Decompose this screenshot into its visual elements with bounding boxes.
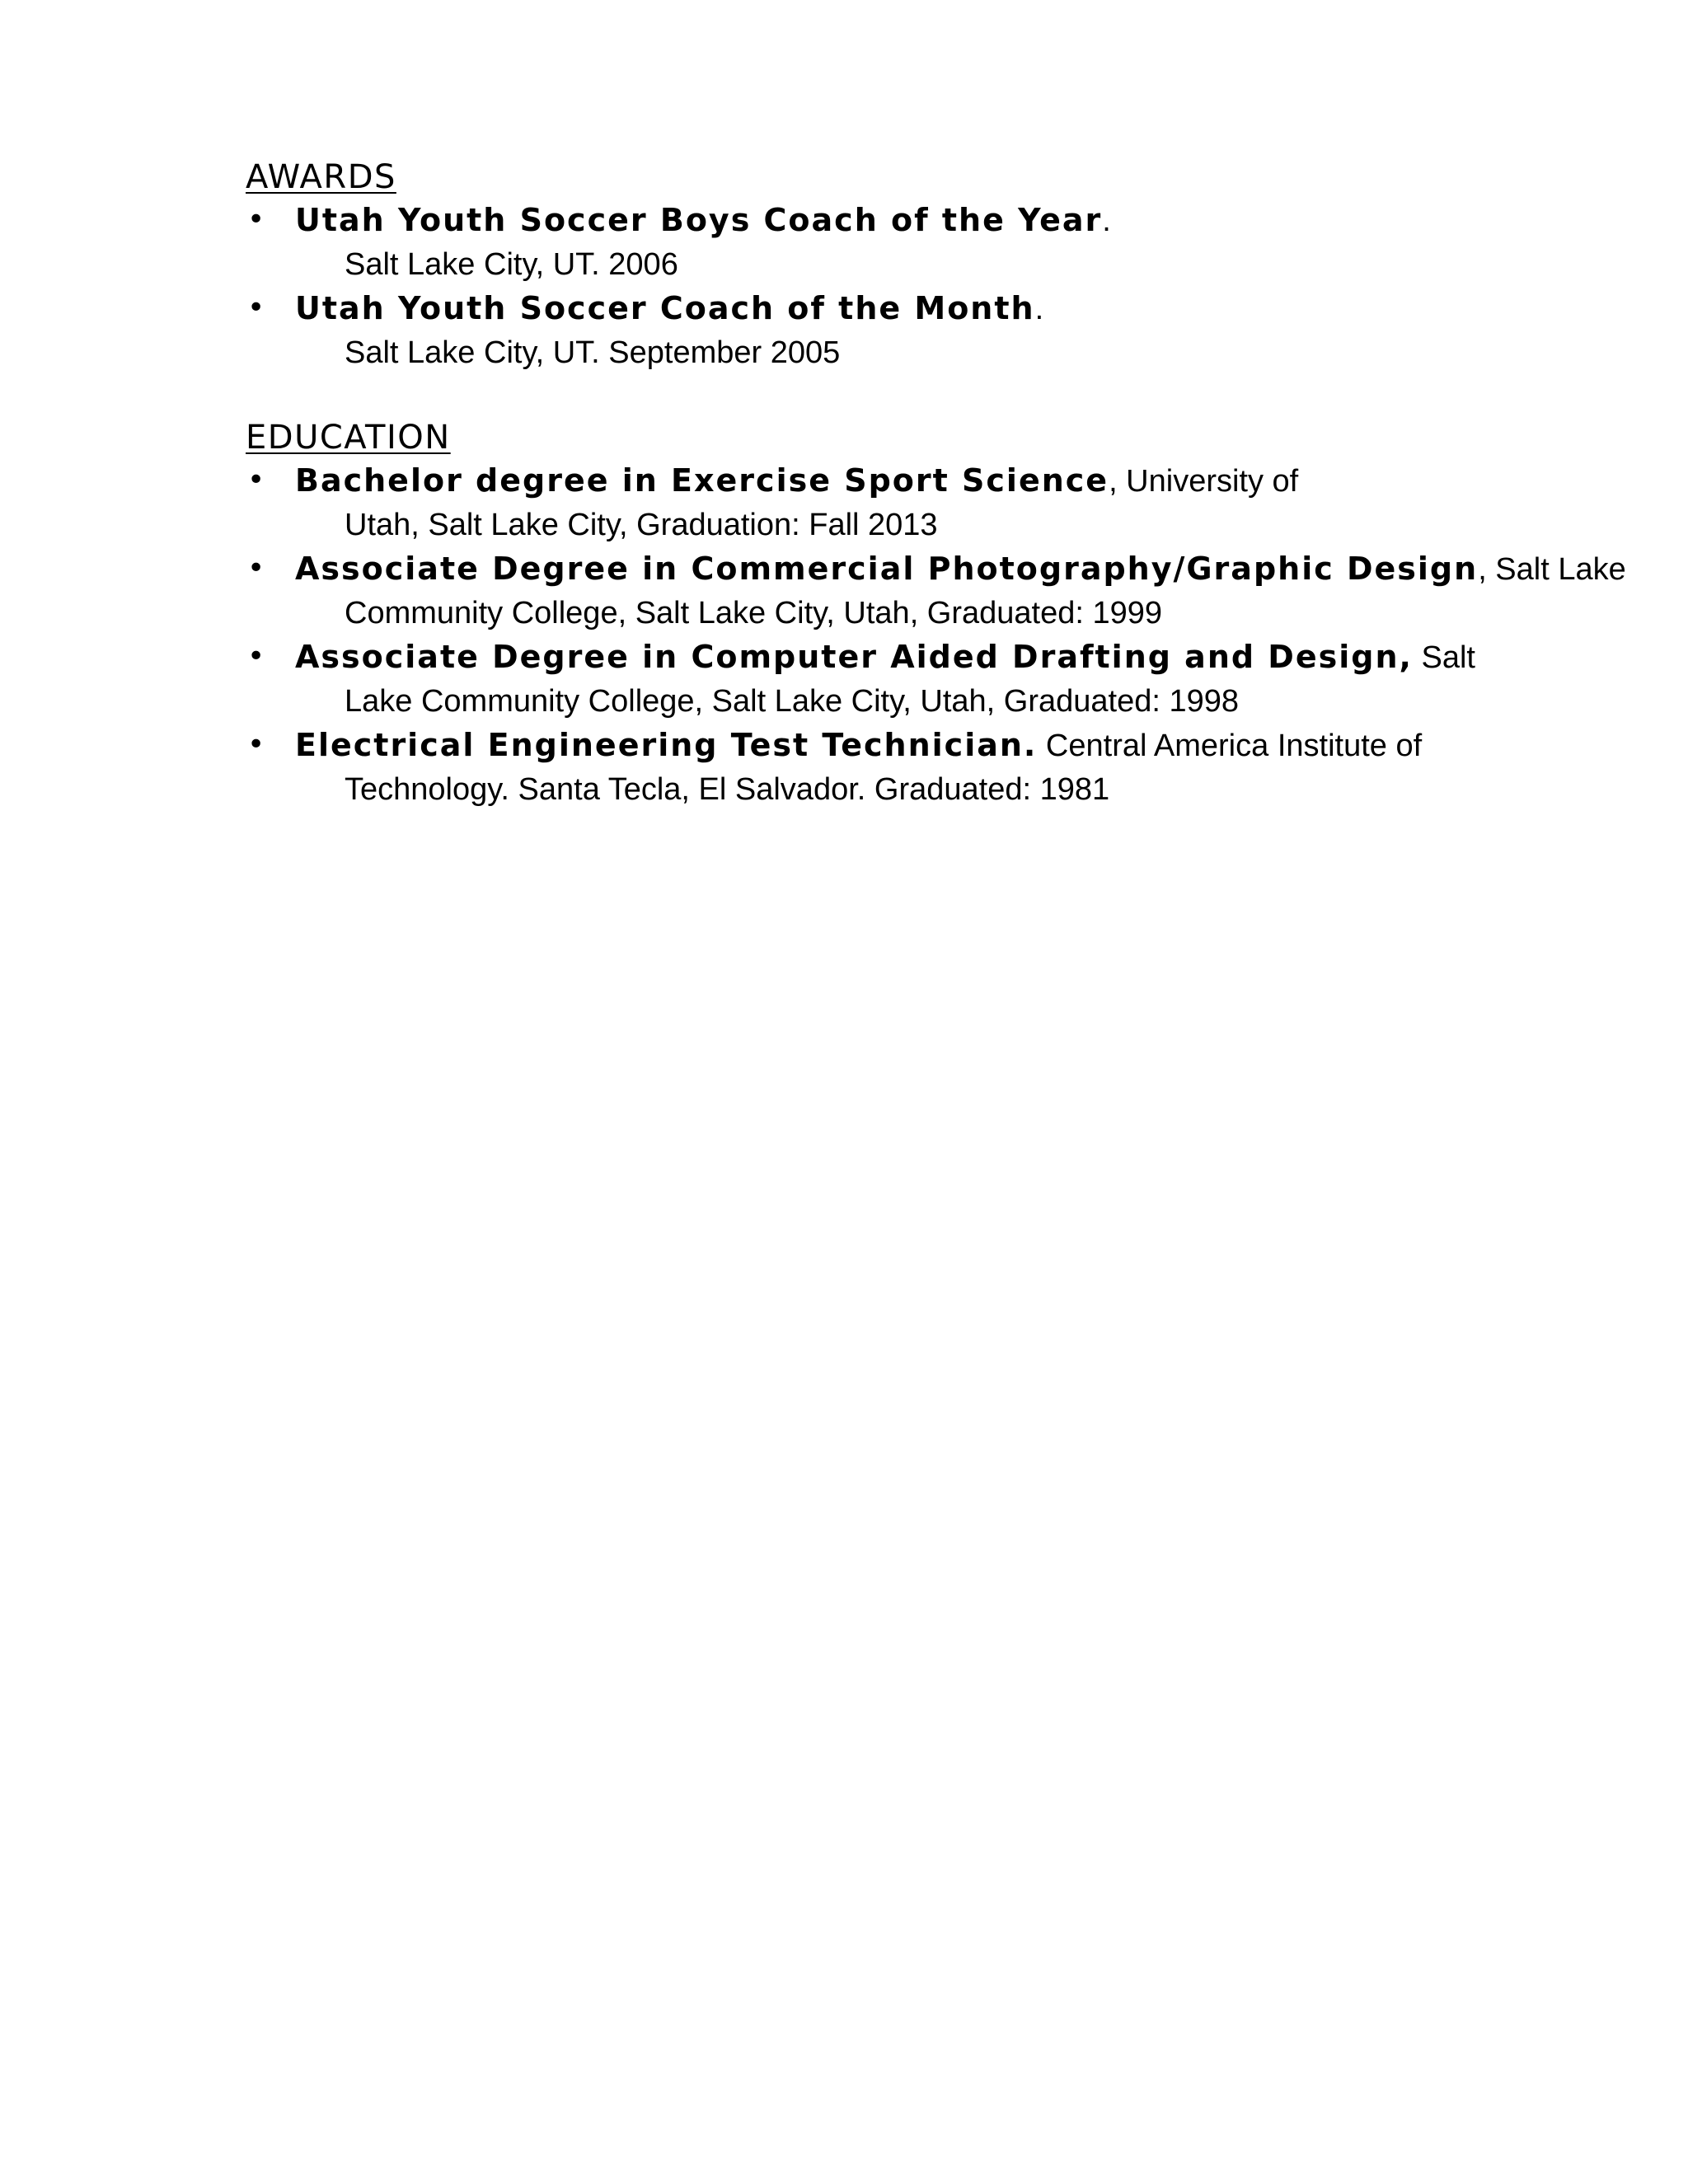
- education-detail: Technology. Santa Tecla, El Salvador. Graduated: 1981: [345, 772, 1110, 807]
- education-title: Electrical Engineering Test Technician.: [295, 727, 1038, 763]
- award-detail: Salt Lake City, UT. September 2005: [345, 335, 841, 370]
- list-item: [246, 546, 1626, 635]
- list-item: [246, 723, 1564, 811]
- award-title: Utah Youth Soccer Coach of the Month: [295, 290, 1035, 326]
- award-title-line: [295, 286, 1564, 331]
- award-title-suffix: .: [1034, 292, 1044, 326]
- award-title-suffix: .: [1102, 204, 1111, 238]
- education-institution: , Salt Lake: [1478, 552, 1626, 587]
- awards-heading: AWARDS: [246, 158, 396, 196]
- education-title: Bachelor degree in Exercise Sport Science: [295, 462, 1109, 499]
- education-title-line: [295, 458, 1564, 504]
- bullet-icon: •: [247, 291, 265, 325]
- award-title-line: [295, 198, 1564, 243]
- awards-section: [246, 157, 1564, 374]
- education-title: Associate Degree in Computer Aided Drafting and Design,: [295, 639, 1413, 675]
- bullet-icon: •: [247, 728, 265, 762]
- list-item: [246, 286, 1564, 374]
- education-title-line: [295, 546, 1626, 592]
- list-item: [246, 198, 1564, 286]
- award-detail: Salt Lake City, UT. 2006: [345, 247, 678, 282]
- education-detail: Utah, Salt Lake City, Graduation: Fall 2013: [345, 508, 938, 542]
- education-list: [246, 458, 1626, 811]
- list-item: [246, 635, 1564, 723]
- bullet-icon: •: [247, 640, 265, 673]
- bullet-icon: •: [247, 551, 265, 585]
- education-detail: Lake Community College, Salt Lake City, Utah, Graduated: 1998: [345, 684, 1239, 719]
- list-item: [246, 458, 1564, 546]
- bullet-icon: •: [247, 203, 265, 237]
- education-institution: Central America Institute of: [1037, 729, 1423, 763]
- bullet-icon: •: [247, 463, 265, 497]
- education-heading: EDUCATION: [246, 419, 451, 457]
- education-detail: Community College, Salt Lake City, Utah, Graduated: 1999: [345, 596, 1163, 630]
- education-institution: , University of: [1109, 464, 1299, 499]
- education-title-line: [295, 635, 1564, 680]
- education-section: [246, 417, 1626, 811]
- education-institution: Salt: [1412, 640, 1475, 675]
- awards-list: [246, 198, 1564, 374]
- award-title: Utah Youth Soccer Boys Coach of the Year: [295, 202, 1103, 238]
- education-title: Associate Degree in Commercial Photography/Graphic Design: [295, 551, 1479, 587]
- education-title-line: [295, 723, 1564, 768]
